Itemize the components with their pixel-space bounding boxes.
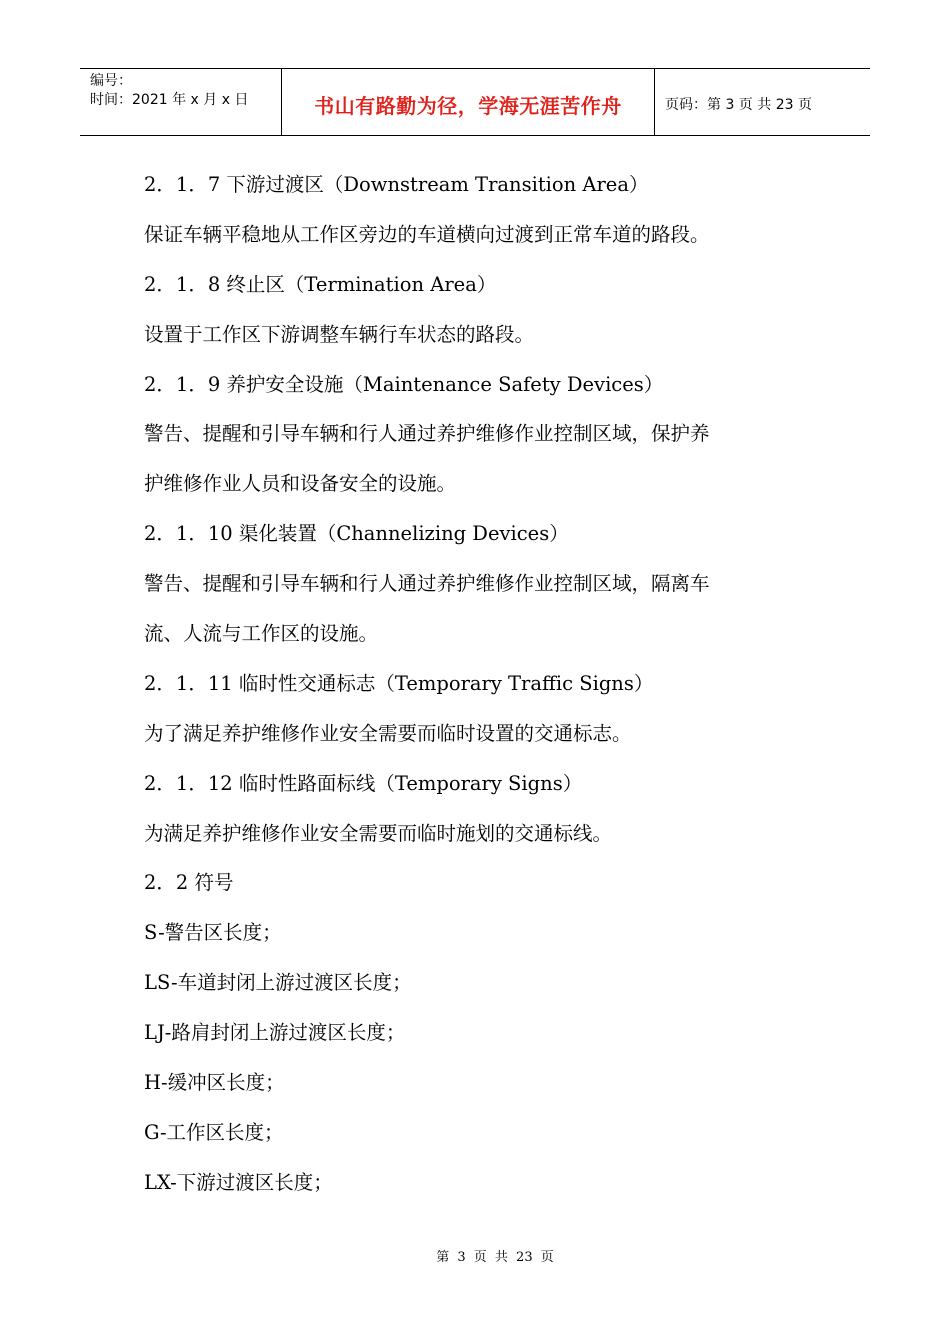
- header-page-info: 页码：第 3 页 共 23 页: [665, 97, 812, 113]
- section-heading-2-1-11: 2．1．11 临时性交通标志（Temporary Traffic Signs）: [144, 671, 654, 695]
- page-footer: 第 3 页 共 23 页: [436, 1250, 554, 1265]
- symbol-definition: G-工作区长度；: [144, 1120, 284, 1144]
- symbol-definition: LJ-路肩封闭上游过渡区长度；: [144, 1021, 406, 1045]
- section-heading-2-1-12: 2．1．12 临时性路面标线（Temporary Signs）: [144, 771, 583, 795]
- paragraph: 警告、提醒和引导车辆和行人通过养护维修作业控制区域，保护养: [144, 422, 710, 446]
- paragraph: 为满足养护维修作业安全需要而临时施划的交通标线。: [144, 821, 613, 845]
- header-meta: [80, 69, 282, 135]
- document-body: [144, 160, 804, 1208]
- symbol-definition: S-警告区长度；: [144, 921, 282, 945]
- symbol-definition: H-缓冲区长度；: [144, 1071, 285, 1095]
- section-heading-2-1-10: 2．1．10 渠化装置（Channelizing Devices）: [144, 522, 569, 546]
- paragraph: 警告、提醒和引导车辆和行人通过养护维修作业控制区域，隔离车: [144, 572, 710, 596]
- section-heading-2-1-8: 2．1．8 终止区（Termination Area）: [144, 272, 497, 296]
- header-motto: 书山有路勤为径，学海无涯苦作舟: [282, 69, 655, 135]
- document-time-label: 时间：2021 年 x 月 x 日: [90, 92, 249, 108]
- paragraph: 流、人流与工作区的设施。: [144, 622, 379, 646]
- page-header: [80, 68, 870, 136]
- paragraph: 为了满足养护维修作业安全需要而临时设置的交通标志。: [144, 721, 632, 745]
- symbol-definition: LS-车道封闭上游过渡区长度；: [144, 971, 412, 995]
- paragraph: 护维修作业人员和设备安全的设施。: [144, 472, 457, 496]
- paragraph: 保证车辆平稳地从工作区旁边的车道横向过渡到正常车道的路段。: [144, 222, 710, 246]
- symbol-definition: LX-下游过渡区长度；: [144, 1170, 333, 1194]
- section-heading-2-2: 2．2 符号: [144, 871, 234, 895]
- section-heading-2-1-7: 2．1．7 下游过渡区（Downstream Transition Area）: [144, 173, 649, 196]
- document-number-label: 编号：: [90, 73, 132, 89]
- paragraph: 设置于工作区下游调整车辆行车状态的路段。: [144, 322, 535, 346]
- section-heading-2-1-9: 2．1．9 养护安全设施（Maintenance Safety Devices）: [144, 372, 664, 396]
